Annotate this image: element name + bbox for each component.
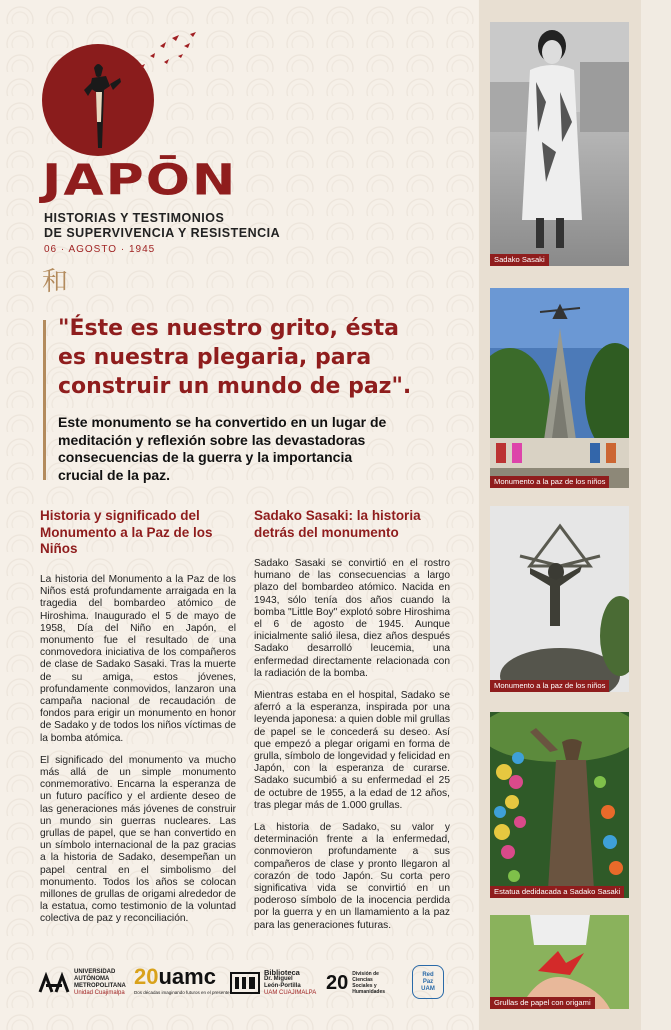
left-column-heading: Historia y significado del Monumento a la Paz de los Niños bbox=[40, 508, 213, 556]
biblio-line-3: León-Portilla bbox=[264, 983, 301, 989]
dcsh-logo bbox=[326, 965, 385, 1001]
uam-emblem-icon bbox=[38, 972, 70, 994]
subtitle-line-2: DE SUPERVIVENCIA Y RESISTENCIA bbox=[44, 226, 281, 240]
red-line-2: Paz bbox=[422, 978, 434, 985]
uamc-logo bbox=[134, 965, 230, 1001]
event-date: 06 · AGOSTO · 1945 bbox=[44, 244, 156, 255]
dcsh-line-1: División de bbox=[352, 971, 379, 977]
photo-statue-crane bbox=[490, 506, 629, 692]
sponsor-logos bbox=[38, 965, 468, 1005]
left-column-text bbox=[40, 574, 236, 936]
red-line-1: Red bbox=[422, 971, 434, 978]
poster-title: JAPŌN bbox=[42, 156, 238, 206]
right-margin bbox=[641, 0, 671, 1030]
photo-paper-cranes bbox=[490, 915, 629, 1009]
red-paz-uam-logo bbox=[412, 965, 444, 999]
statue-photo-image bbox=[490, 506, 629, 692]
biblioteca-logo bbox=[230, 965, 316, 1001]
left-paragraph-1: La historia del Monumento a la Paz de los Niños está profundamente arraigada en la tragedia del bombardeo atómico de Hiroshima. Inaugurado el 5 de mayo de 1958, Día del Niño en Japón, el monumento fue el resultado de una conmovedora iniciativa de los compañeros de clase de Sadako Sasaki. Tras la muerte de su amiga, estos jóvenes, profundamente conmovidos, lanzaron una campaña nacional de recaudación de fondos para erigir un monumento en honor de Sadako y de todos los niños víctimas de la bomba atómica. bbox=[40, 574, 236, 744]
right-paragraph-2: Mientras estaba en el hospital, Sadako se aferró a la esperanza, inspirada por una leyenda japonesa: a quien doble mil grullas de papel se le concederá su deseo. Así que empezó a plegar origami en forma de grulla, símbolo de longevidad y felicidad en Japón, con la esperanza de curarse. Sadako sucumbió a su enfermedad el 25 de octubre de 1955, a la edad de 12 años, tras plegar más de 1.000 grullas. bbox=[254, 690, 450, 811]
uamc-wordmark: uamc bbox=[158, 964, 216, 989]
left-paragraph-2: El significado del monumento va mucho más allá de un simple monumento conmemorativo. Encarna la esperanza de un futuro pacífico y el ardiente deseo de las generaciones más jóvenes de construir un mundo sin guerras nucleares. Las grullas de papel, que se han convertido en un símbolo internacional de la paz gracias a la historia de Sadako, desempeñan un papel central en el simbolismo del monumento. Todos los años se colocan millones de grullas de origami alrededor de la estatua, como testimonio de la voluntad colectiva de paz y reconciliación. bbox=[40, 754, 236, 925]
uam-line-1: UNIVERSIDAD bbox=[74, 969, 116, 975]
red-line-3: UAM bbox=[421, 985, 435, 992]
poster-subtitle bbox=[44, 211, 304, 241]
lead-paragraph: Este monumento se ha convertido en un lugar de meditación y reflexión sobre las devastadoras consecuencias de la guerra y la importancia crucial de la paz. bbox=[58, 414, 387, 483]
photo-caption: Monumento a la paz de los niños bbox=[490, 476, 609, 488]
sadako-statue-image bbox=[490, 712, 629, 898]
biblio-line-1: Biblioteca bbox=[264, 968, 300, 977]
uamc-tagline: Dos décadas imaginando futuros en el presente bbox=[134, 990, 230, 995]
main-quote: "Éste es nuestro grito, ésta es nuestra plegaria, para construir un mundo de paz". bbox=[58, 316, 412, 399]
sadako-photo-image bbox=[490, 22, 629, 266]
dcsh-line-3: Sociales y bbox=[352, 983, 377, 989]
photo-caption: Monumento a la paz de los niños bbox=[490, 680, 609, 692]
dcsh-line-4: Humanidades bbox=[352, 989, 386, 995]
right-paragraph-1: Sadako Sasaki se convirtió en el rostro humano de las consecuencias a largo plazo del bombardeo atómico. Nacida en 1943, sólo tenía dos años cuando la bomba "Little Boy" explotó sobre Hiroshima el 6 de agosto de 1945. Aunque inicialmente salió ilesa, diez años después Sadako desarrolló leucemia, una enfermedad directamente relacionada con la radiación de la bomba. bbox=[254, 558, 450, 679]
uam-line-4: Unidad Cuajimalpa bbox=[74, 990, 125, 996]
biblio-line-2: Dr. Miguel bbox=[264, 976, 293, 982]
library-icon bbox=[230, 972, 260, 994]
quote-accent-bar bbox=[43, 320, 46, 480]
uam-line-3: METROPOLITANA bbox=[74, 983, 126, 989]
photo-caption: Estatua dedidacada a Sadako Sasaki bbox=[490, 886, 624, 898]
dcsh-number: 20 bbox=[326, 971, 349, 994]
kanji-wa: 和 bbox=[42, 267, 69, 297]
cranes-photo-image bbox=[490, 915, 629, 1009]
photo-peace-monument bbox=[490, 288, 629, 488]
biblio-line-4: UAM CUAJIMALPA bbox=[264, 990, 317, 996]
uam-logo bbox=[38, 965, 126, 1001]
photo-caption: Sadako Sasaki bbox=[490, 254, 549, 266]
monument-photo-image bbox=[490, 288, 629, 488]
photo-sadako-sasaki bbox=[490, 22, 629, 266]
photo-sadako-statue bbox=[490, 712, 629, 898]
photo-caption: Grullas de papel con origami bbox=[490, 997, 595, 1009]
uamc-20-mark: 20 bbox=[134, 964, 159, 989]
subtitle-line-1: HISTORIAS Y TESTIMONIOS bbox=[44, 211, 225, 225]
japan-sun-logo bbox=[40, 28, 210, 163]
right-paragraph-3: La historia de Sadako, su valor y determinación frente a la enfermedad, conmovieron profundamente a sus compañeros de clase y pronto llegaron al corazón de todo Japón. Su corta pero significativa vida se convirtió en un poderoso símbolo de la inocencia perdida por la guerra y en un llamamiento a la paz para las generaciones futuras. bbox=[254, 822, 450, 931]
right-column-text bbox=[254, 558, 450, 942]
uam-line-2: AUTÓNOMA bbox=[74, 976, 110, 982]
dcsh-line-2: Ciencias bbox=[352, 977, 373, 983]
right-column-heading: Sadako Sasaki: la historia detrás del monumento bbox=[254, 508, 421, 540]
